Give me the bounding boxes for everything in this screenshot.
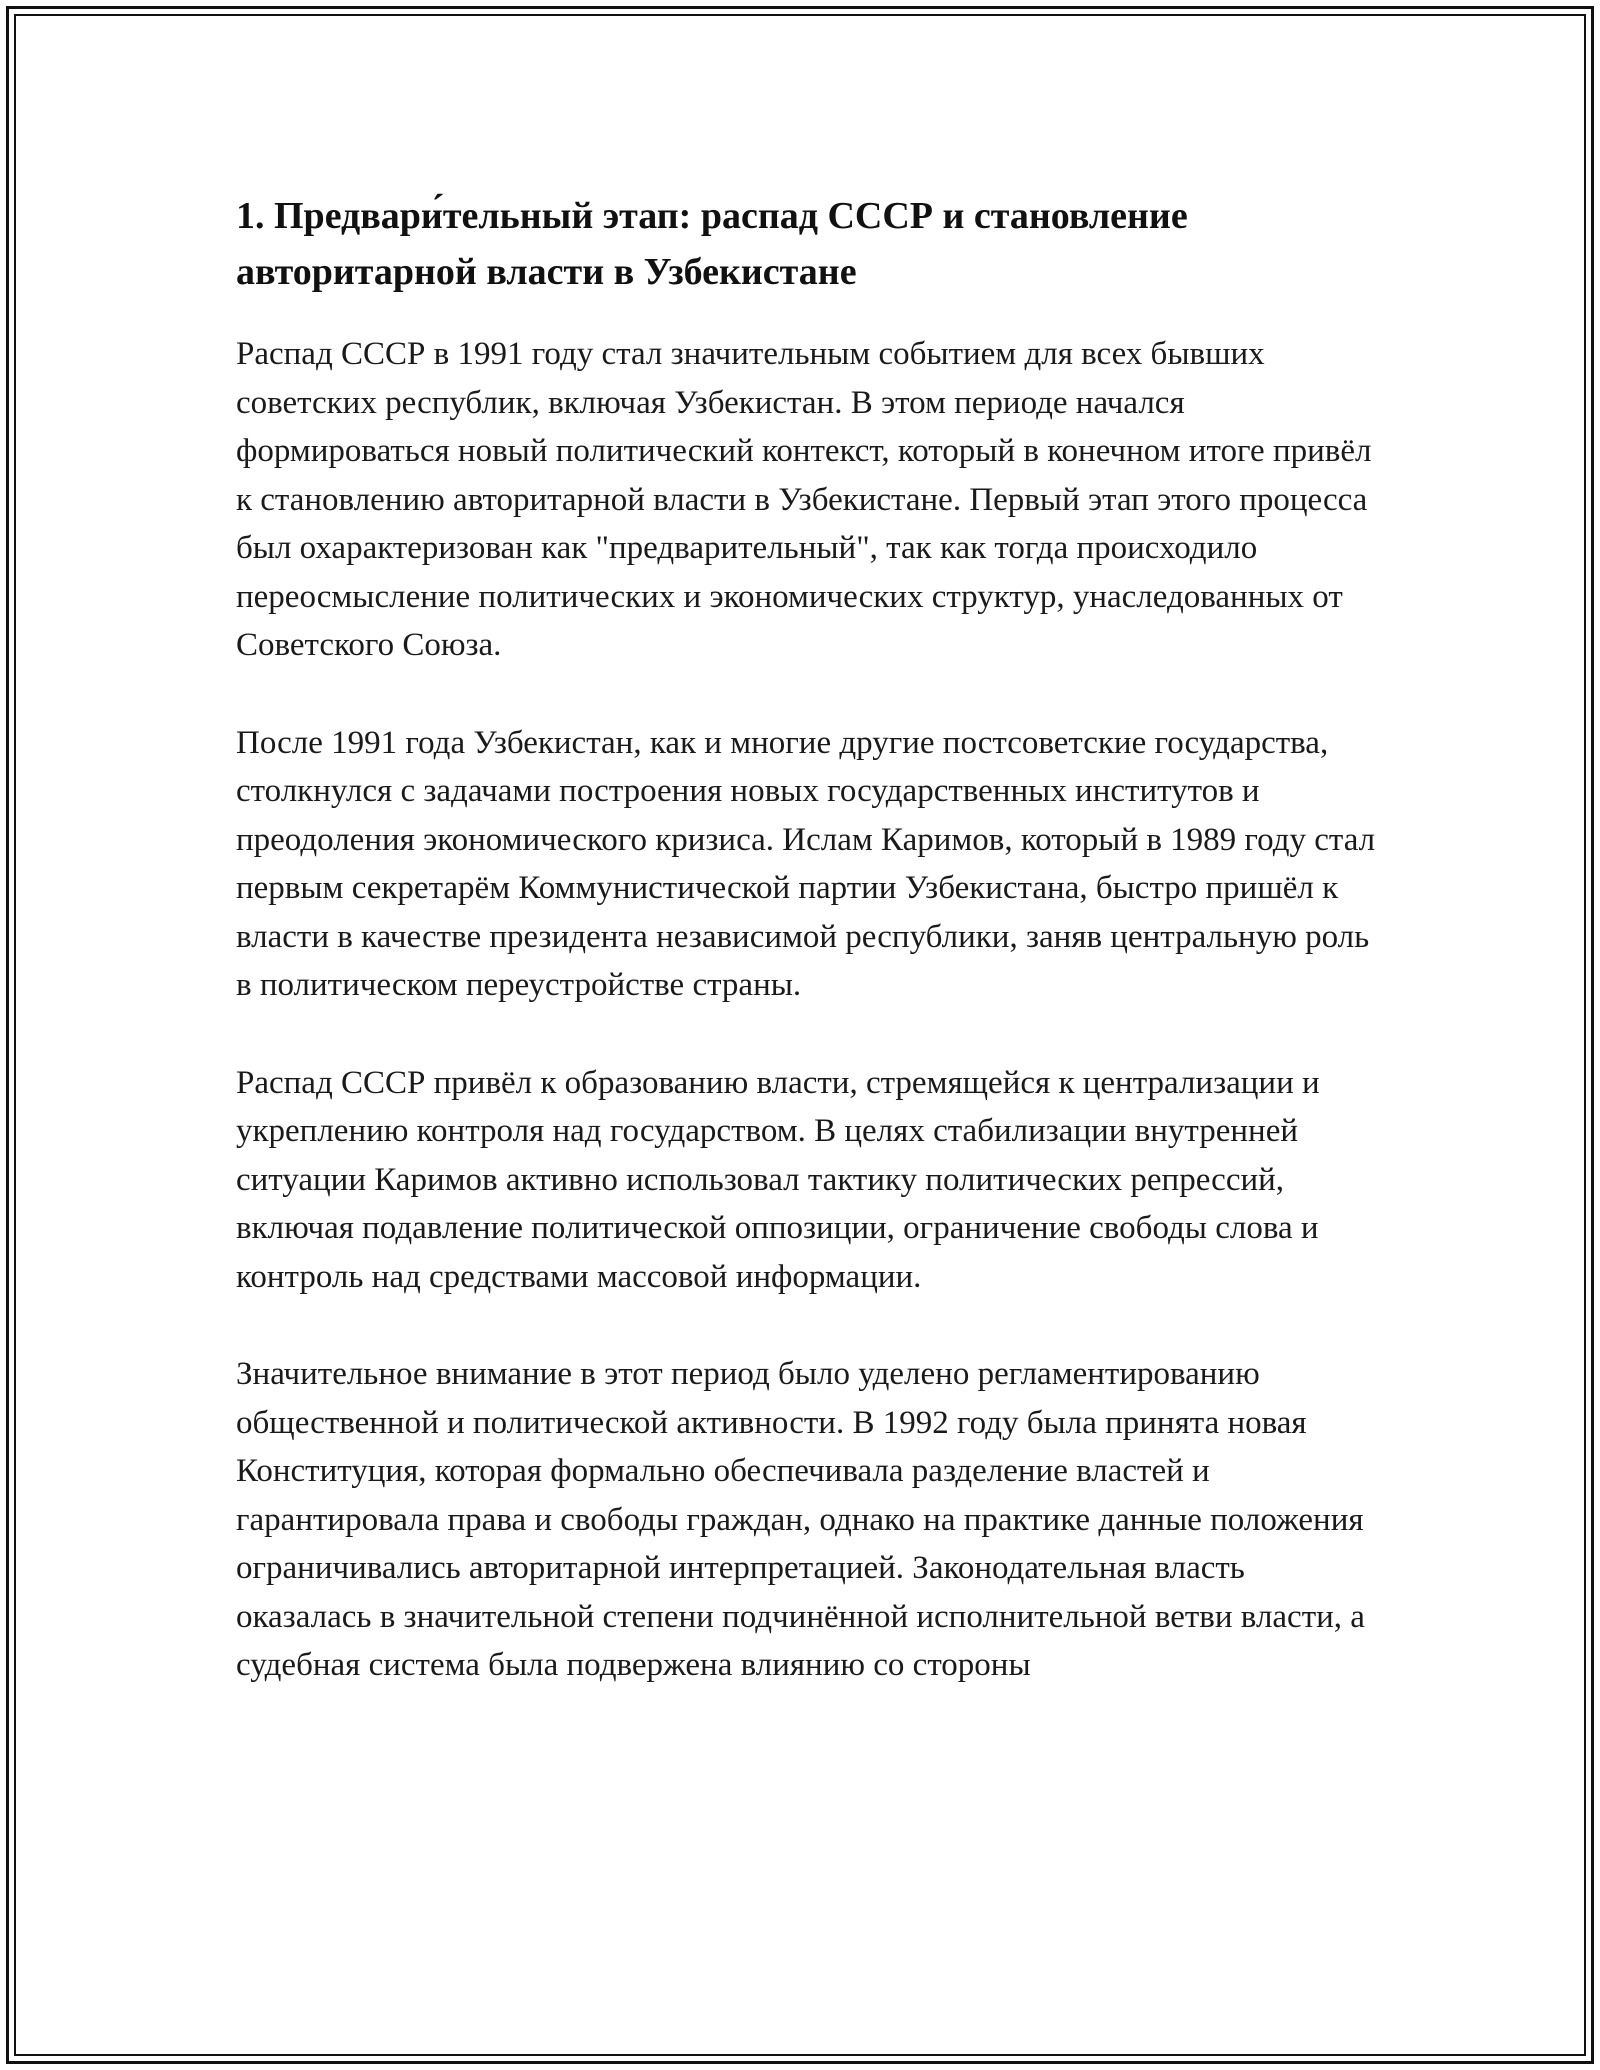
document-body	[236, 188, 1376, 1739]
section-heading: 1. Предвари́тельный этап: распад СССР и становление авторитарной власти в Узбекистане	[236, 195, 1188, 293]
paragraph-1: Распад СССР в 1991 году стал значительным событием для всех бывших советских республик, включая Узбекистан. В этом периоде начался формироваться новый политический контекст, который в конечном итоге привёл к становлению авторитарной власти в Узбекистане. Первый этап этого процесса был охарактеризован как "предварительный", так как тогда происходило переосмысление политических и экономических структур, унаследованных от Советского Союза.	[236, 336, 1372, 663]
paragraph-4: Значительное внимание в этот период было уделено регламентированию общественной и политической активности. В 1992 году была принята новая Конституция, которая формально обеспечивала разделение властей и гарантировала права и свободы граждан, однако на практике данные положения ограничивались авторитарной интерпретацией. Законодательная власть оказалась в значительной степени подчинённой исполнительной ветви власти, а судебная система была подвержена влиянию со стороны	[236, 1356, 1365, 1683]
paragraph-3: Распад СССР привёл к образованию власти, стремящейся к централизации и укреплению контроля над государством. В целях стабилизации внутренней ситуации Каримов активно использовал тактику политических репрессий, включая подавление политической оппозиции, ограничение свободы слова и контроль над средствами массовой информации.	[236, 1064, 1320, 1295]
paragraph-2: После 1991 года Узбекистан, как и многие другие постсоветские государства, столкнулся с задачами построения новых государственных институтов и преодоления экономического кризиса. Ислам Каримов, который в 1989 году стал первым секретарём Коммунистической партии Узбекистана, быстро пришёл к власти в качестве президента независимой республики, заняв центральную роль в политическом переустройстве страны.	[236, 724, 1376, 1003]
